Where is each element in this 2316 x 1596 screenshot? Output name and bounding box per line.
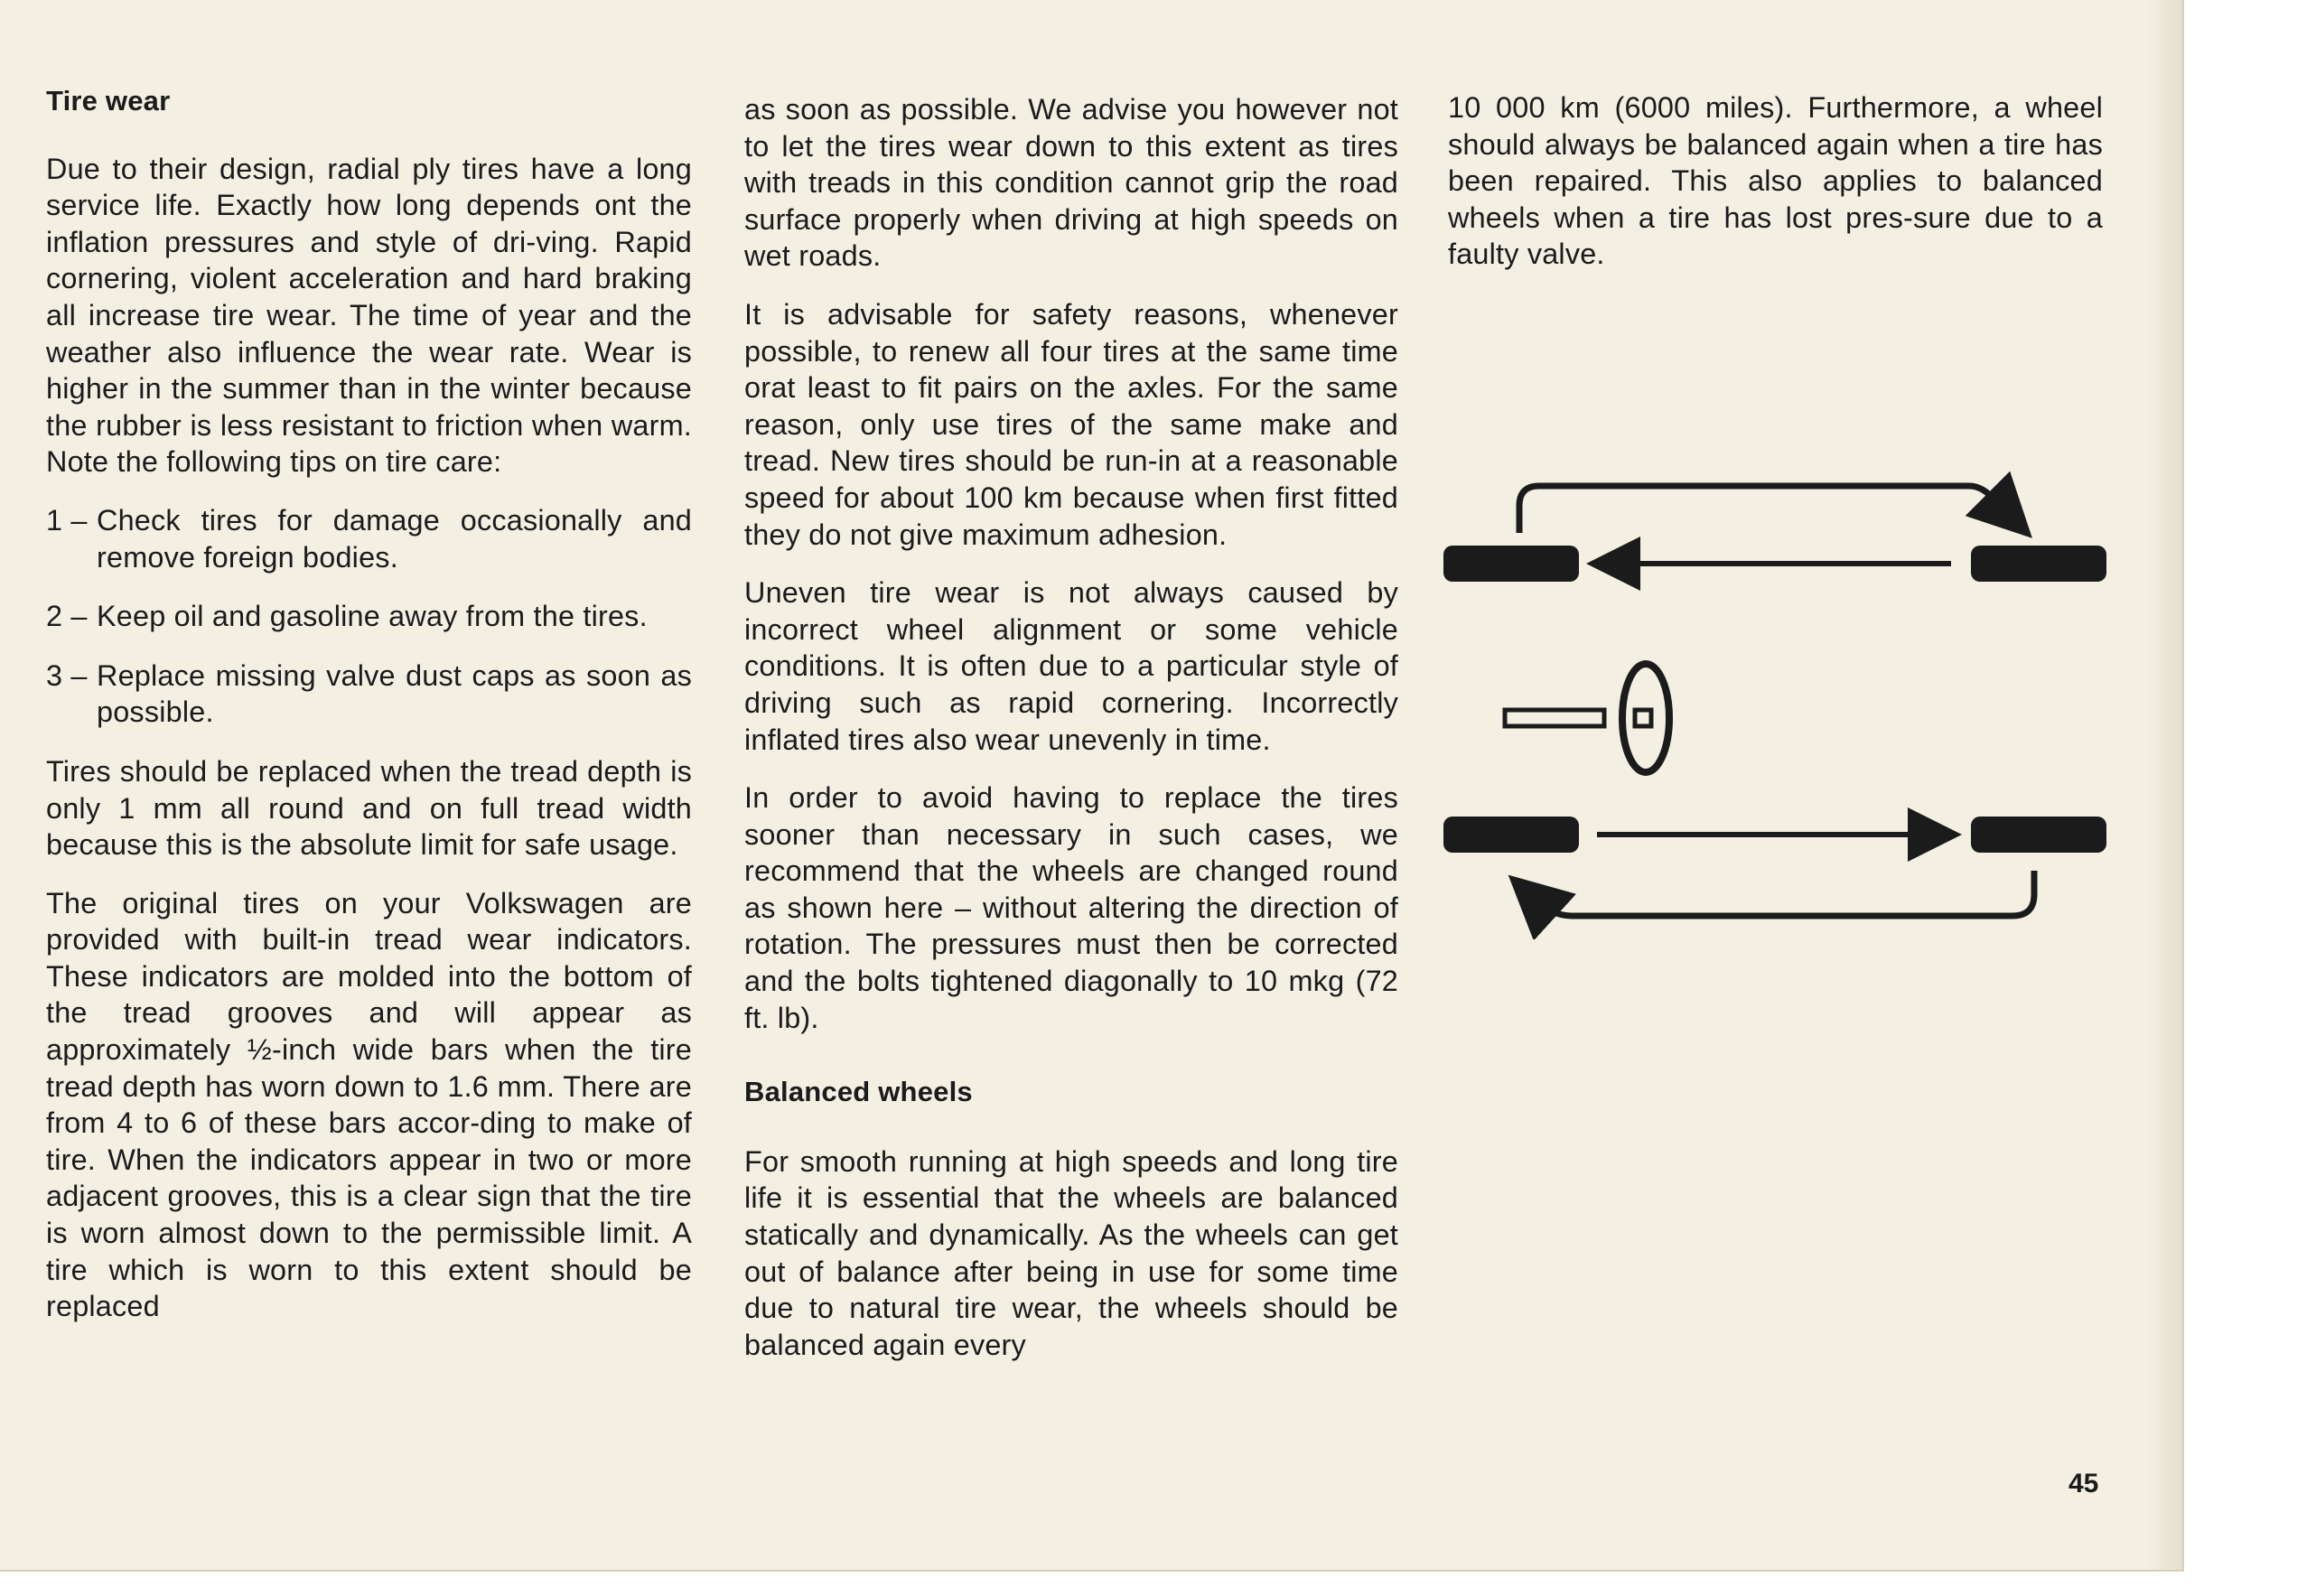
renew-tires-paragraph: It is advisable for safety reasons, whenever possible, to renew all four tires at the same time orat least to fit pairs on the axles. For the same reason, only use tires of the same make and tread. New tires should be run-in at a reasonable speed for about 100 km because when first fitted they do not give maximum adhesion. bbox=[744, 297, 1398, 551]
tip-item bbox=[46, 598, 692, 635]
column-left bbox=[46, 83, 692, 1347]
column-right bbox=[1448, 89, 2103, 294]
wear-indicator-paragraph: The original tires on your Volkswagen are provided with built-in tread wear indicators. These indicators are molded into the bottom of the tread grooves and will appear as approximately ½-inch wide bars when the tire tread depth has worn down to 1.6 mm. There are from 4 to 6 of these bars accor-ding to make of tire. When the indicators appear in two or more adjacent grooves, this is a clear sign that the tire is worn almost down to the permissible limit. A tire which is worn to this extent should be replaced bbox=[46, 886, 692, 1323]
section-heading-balanced-wheels: Balanced wheels bbox=[744, 1076, 973, 1108]
uneven-wear-paragraph: Uneven tire wear is not always caused by incorrect wheel alignment or some vehicle conditions. It is often due to a particular style of driving such as rapid cornering. Incorrectly inflated tires also wear unevenly in time. bbox=[744, 576, 1398, 756]
bottom-crossover-arrow-icon bbox=[1518, 871, 2034, 916]
wheel-rotation-paragraph: In order to avoid having to replace the tires sooner than necessary in such cases, we recommend that the wheels are changed round as shown here – without altering the direction of rotation. The pressures must then be corrected and the bolts tightened diagonally to 10 mkg (72 ft. lb). bbox=[744, 781, 1398, 1034]
balancing-paragraph: For smooth running at high speeds and long tire life it is essential that the wheels are balanced statically and dynamically. As the wheels can get out of balance after being in use for some time due to natural tire wear, the wheels should be balanced again every bbox=[744, 1144, 1398, 1361]
page-number: 45 bbox=[2069, 1469, 2099, 1498]
tip-number: 1 – bbox=[46, 503, 88, 537]
column-middle bbox=[744, 91, 1398, 1385]
top-crossover-arrow-icon bbox=[1519, 486, 2023, 533]
tip-text: Check tires for damage occasionally and remove foreign bodies. bbox=[97, 503, 692, 574]
wheel-rotation-diagram bbox=[1436, 470, 2123, 939]
section-heading-tire-wear: Tire wear bbox=[46, 85, 171, 117]
balancing-continued-paragraph: 10 000 km (6000 miles). Furthermore, a wheel should always be balanced again when a tire has been repaired. This also applies to balanced wheels when a tire has lost pres-sure due to a faulty valve. bbox=[1448, 91, 2103, 271]
tire-care-tips-list bbox=[46, 502, 692, 731]
intro-paragraph: Due to their design, radial ply tires have a long service life. Exactly how long depends ont the inflation pressures and style of dri-ving. Rapid cornering, violent acceleration and hard braking all increase tire wear. The time of year and the weather also influence the wear rate. Wear is higher in the summer than in the winter because the rubber is less resistant to friction when warm. Note the following tips on tire care: bbox=[46, 152, 692, 479]
tip-number: 2 – bbox=[46, 600, 88, 633]
rear-right-wheel bbox=[1971, 817, 2106, 853]
tip-number: 3 – bbox=[46, 658, 88, 692]
tip-item bbox=[46, 502, 692, 575]
rear-left-wheel bbox=[1443, 817, 1579, 853]
front-right-wheel bbox=[1971, 546, 2106, 582]
steering-hub bbox=[1635, 710, 1651, 726]
replacement-paragraph: Tires should be replaced when the tread depth is only 1 mm all round and on full tread width because this is the absolute limit for safe usage. bbox=[46, 754, 692, 862]
continuation-paragraph: as soon as possible. We advise you however not to let the tires wear down to this extent as tires with treads in this condition cannot grip the road surface properly when driving at high speeds on wet roads. bbox=[744, 93, 1398, 273]
front-left-wheel bbox=[1443, 546, 1579, 582]
tip-text: Keep oil and gasoline away from the tires. bbox=[97, 600, 648, 633]
tip-item bbox=[46, 658, 692, 731]
tip-text: Replace missing valve dust caps as soon as possible. bbox=[97, 658, 692, 729]
steering-shaft bbox=[1505, 710, 1604, 726]
